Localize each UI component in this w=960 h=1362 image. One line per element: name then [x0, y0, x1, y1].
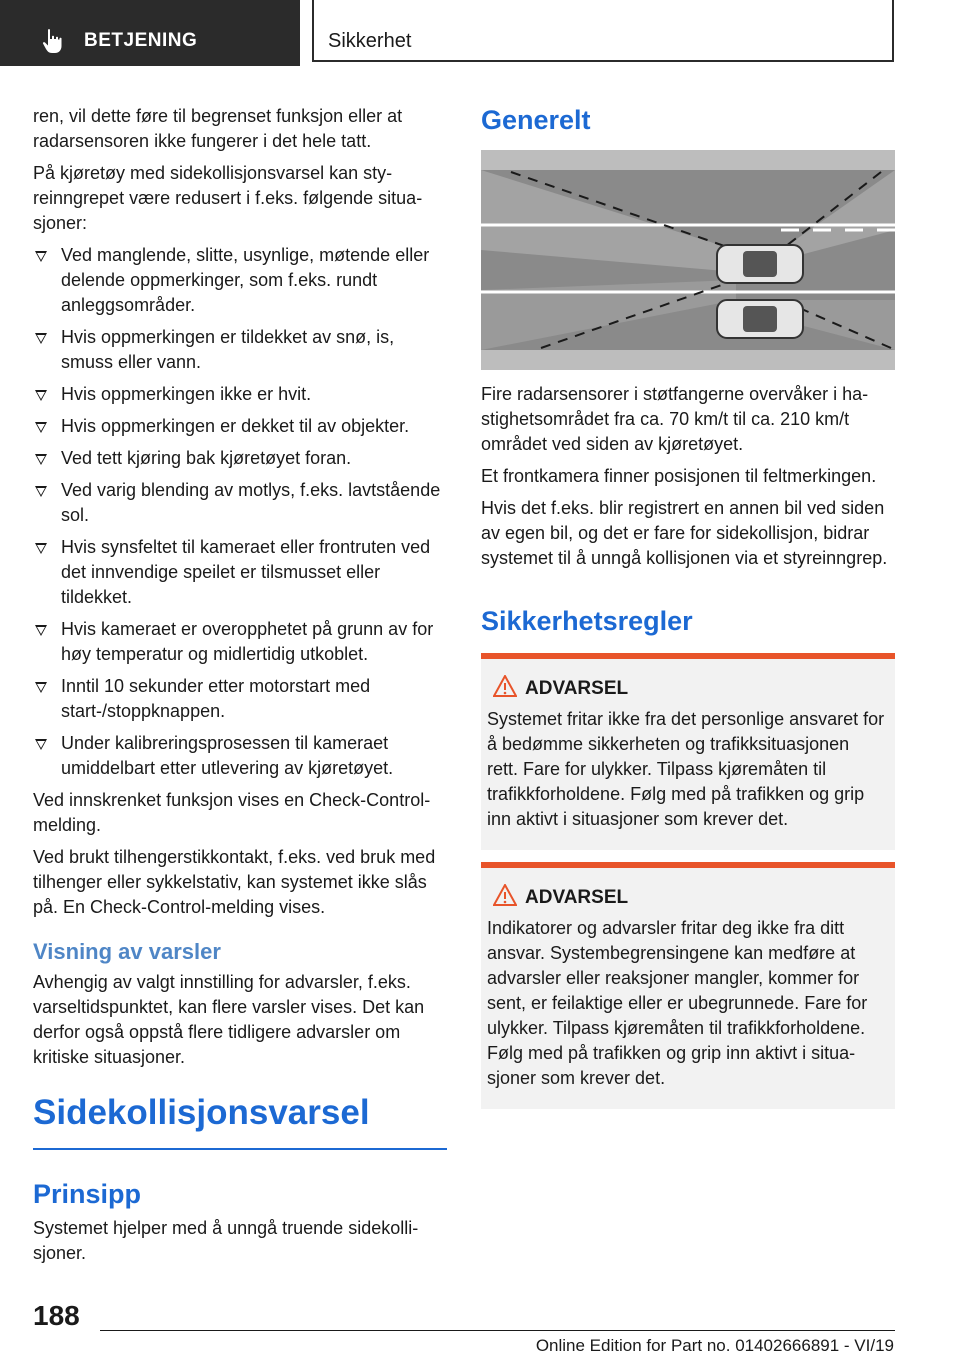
list-item: Ved varig blending av motlys, f.eks. lavtstående sol.: [33, 478, 447, 528]
check-control-paragraph: Ved innskrenket funksjon vises en Check-Control-melding.: [33, 790, 431, 835]
chapter-label: Sikkerhet: [328, 30, 412, 52]
list-item: Hvis kameraet er overopphetet på grunn av for høy temperatur og midlertidig utkoblet.: [33, 617, 447, 667]
footer-divider: [100, 1330, 895, 1331]
prinsipp-paragraph: Systemet hjelper med å unngå truende sidekollisjoner.: [33, 1218, 419, 1263]
list-item: Ved manglende, slitte, usynlige, møtende eller delende oppmerkinger, som f.eks. rundt anleggsområder.: [33, 243, 447, 318]
sikkerhet-heading: Sikkerhetsregler: [481, 606, 693, 636]
triangle-bullet-icon: [35, 454, 47, 465]
triangle-bullet-icon: [35, 543, 47, 554]
warning-title: ADVARSEL: [487, 886, 885, 910]
right-column: [481, 104, 895, 1121]
triangle-bullet-icon: [35, 422, 47, 433]
triangle-bullet-icon: [35, 390, 47, 401]
section-label: BETJENING: [84, 30, 198, 51]
hand-pointer-icon: [40, 28, 64, 54]
list-item: Hvis oppmerkingen er tildekket av snø, is, smuss eller vann.: [33, 325, 447, 375]
warning-box: [481, 862, 895, 1109]
left-column: [33, 104, 447, 1273]
main-heading: Sidekollisjonsvarsel: [33, 1092, 447, 1150]
warning-text: Indikatorer og advarsler fritar deg ikke fra ditt ansvar. Systembegrensingene kan medføre at advarsler eller reaksjoner mangler, kommer for sent, er feilaktige eller er ubegrunnede. Fare for ulykker. Tilpass kjøremåten til trafikkforholdene. Følg med på trafikken og grip inn aktivt i situasjoner som krever det.: [487, 918, 868, 1088]
warning-triangle-icon: [493, 675, 517, 697]
triangle-bullet-icon: [35, 486, 47, 497]
list-item: Inntil 10 sekunder etter motorstart med start-/stoppknappen.: [33, 674, 447, 724]
triangle-bullet-icon: [35, 625, 47, 636]
page-number: 188: [33, 1300, 80, 1331]
list-item: Hvis oppmerkingen ikke er hvit.: [33, 382, 447, 407]
road-illustration: [481, 150, 895, 370]
list-item: Hvis oppmerkingen er dekket til av objekter.: [33, 414, 447, 439]
list-item: Under kalibreringsprosessen til kameraet umiddelbart etter utlevering av kjøretøyet.: [33, 731, 447, 781]
trailer-paragraph: Ved brukt tilhengerstikkontakt, f.eks. ved bruk med tilhenger eller sykkelstativ, kan systemet ikke slås på. En Check-Control-melding vises.: [33, 847, 436, 917]
car-own-cabin: [743, 251, 777, 277]
prinsipp-heading: Prinsipp: [33, 1179, 142, 1209]
list-item: Hvis synsfeltet til kameraet eller frontruten ved det innvendige speilet er tilsmusset eller tildekket.: [33, 535, 447, 610]
triangle-bullet-icon: [35, 333, 47, 344]
warning-box: [481, 653, 895, 850]
list-item: Ved tett kjøring bak kjøretøyet foran.: [33, 446, 447, 471]
triangle-bullet-icon: [35, 739, 47, 750]
intro-paragraph-2: På kjøretøy med sidekollisjonsvarsel kan styreinngrepet være redusert i f.eks. følgende situasjoner:: [33, 163, 423, 233]
radar-sensor-diagram: [481, 150, 895, 370]
generelt-paragraph-3: Hvis det f.eks. blir registrert en annen bil ved siden av egen bil, og det er fare for sidekollisjon, bidrar systemet til å unngå kollisjonen via et styreinngrep.: [481, 498, 888, 568]
warning-text: Systemet fritar ikke fra det personlige ansvaret for å bedømme sikkerheten og trafikksituasjonen rett. Fare for ulykker. Tilpass kjøremåten til trafikkforholdene. Følg med på trafikken og grip inn aktivt i situasjoner som krever det.: [487, 709, 885, 829]
intro-paragraph-1: ren, vil dette føre til begrenset funksjon eller at radarsensoren ikke fungerer i det hele tatt.: [33, 106, 403, 151]
chapter-box: [312, 0, 894, 62]
triangle-bullet-icon: [35, 251, 47, 262]
visning-paragraph: Avhengig av valgt innstilling for advarsler, f.eks. varseltidspunktet, kan flere varsler vises. Det kan derfor også oppstå flere tidligere advarsler om kritiske situasjoner.: [33, 972, 425, 1067]
car-other-cabin: [743, 306, 777, 332]
generelt-paragraph-1: Fire radarsensorer i støtfangerne overvåker i hastighetsområdet fra ca. 70 km/t til ca. 210 km/t området ved siden av kjøretøyet.: [481, 384, 869, 454]
edition-label: Online Edition for Part no. 01402666891 - VI/19: [535, 1336, 894, 1355]
warning-triangle-icon: [493, 884, 517, 906]
generelt-paragraph-2: Et frontkamera finner posisjonen til feltmerkingen.: [481, 466, 877, 486]
limitation-list: [33, 243, 447, 781]
generelt-heading: Generelt: [481, 105, 591, 135]
visning-heading: Visning av varsler: [33, 939, 221, 964]
warning-title: ADVARSEL: [487, 677, 885, 701]
triangle-bullet-icon: [35, 682, 47, 693]
page-header: [0, 0, 960, 66]
section-tab: [0, 0, 300, 66]
